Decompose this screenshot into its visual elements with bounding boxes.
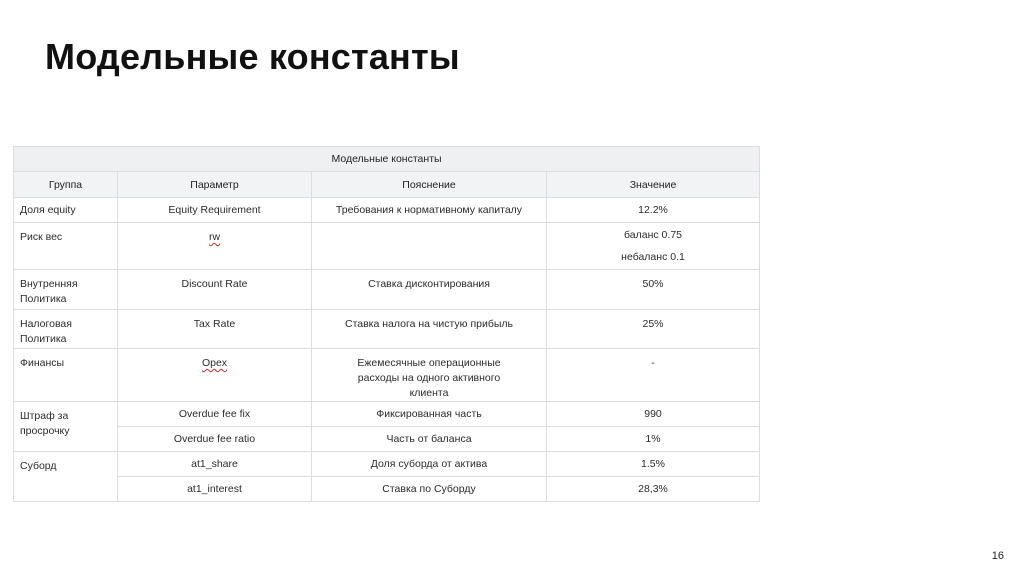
table-row: [14, 427, 760, 452]
explanation-cell: Фиксированная часть: [312, 402, 547, 427]
explanation-cell: Доля суборда от актива: [312, 452, 547, 477]
parameter-cell: at1_interest: [118, 477, 312, 502]
value-cell: [547, 310, 760, 349]
parameter-label: rw: [208, 231, 221, 243]
table-row: [14, 223, 760, 270]
table-row: [14, 402, 760, 427]
value-cell: [547, 349, 760, 402]
table-row: [14, 477, 760, 502]
group-label: Риск вес: [20, 231, 63, 243]
table-row: [14, 198, 760, 223]
group-label: Финансы: [20, 357, 65, 369]
parameter-label: Tax Rate: [193, 318, 236, 330]
header-parameter: Параметр: [118, 172, 312, 198]
value-cell: 990: [547, 402, 760, 427]
group-cell: [14, 223, 118, 270]
group-cell: Доля equity: [14, 198, 118, 223]
constants-table: [13, 146, 760, 502]
parameter-cell: Overdue fee ratio: [118, 427, 312, 452]
explanation-label: Ставка налога на чистую прибыль: [344, 318, 513, 330]
explanation-cell: [312, 270, 547, 310]
table-row: [14, 310, 760, 349]
parameter-cell: [118, 310, 312, 349]
parameter-cell: Equity Requirement: [118, 198, 312, 223]
value-cell: [547, 270, 760, 310]
group-cell: [14, 349, 118, 402]
value-offbalance: небаланс 0.1: [621, 251, 685, 263]
value-cell: [547, 223, 760, 270]
parameter-cell: [118, 349, 312, 402]
table-title-row: [14, 147, 760, 172]
group-label: Суборд: [20, 460, 57, 472]
group-label: Налоговая Политика: [20, 318, 72, 345]
parameter-cell: [118, 270, 312, 310]
explanation-cell: Ставка по Суборду: [312, 477, 547, 502]
explanation-label: Ставка дисконтирования: [368, 278, 490, 290]
table-row: [14, 452, 760, 477]
slide-title: Модельные константы: [45, 36, 460, 77]
explanation-label: Ежемесячные операционные расходы на одного активного клиента: [357, 357, 501, 399]
table-header-row: [14, 172, 760, 198]
parameter-label: Discount Rate: [181, 278, 248, 290]
table-row: [14, 349, 760, 402]
parameter-cell: [118, 223, 312, 270]
value-cell: 12.2%: [547, 198, 760, 223]
value-label: 50%: [642, 278, 664, 290]
explanation-cell: [312, 310, 547, 349]
group-cell: [14, 452, 118, 502]
page-number: 16: [991, 550, 1004, 562]
value-balance: баланс 0.75: [624, 229, 682, 241]
parameter-cell: at1_share: [118, 452, 312, 477]
value-cell: 1%: [547, 427, 760, 452]
header-group: Группа: [14, 172, 118, 198]
group-cell: [14, 402, 118, 452]
explanation-cell: Часть от баланса: [312, 427, 547, 452]
explanation-cell: [312, 349, 547, 402]
group-label: Штраф за просрочку: [20, 410, 70, 437]
explanation-cell: Требования к нормативному капиталу: [312, 198, 547, 223]
value-cell: 28,3%: [547, 477, 760, 502]
parameter-label: Opex: [201, 357, 228, 369]
value-cell: 1.5%: [547, 452, 760, 477]
group-cell: [14, 310, 118, 349]
table-title: Модельные константы: [14, 147, 760, 172]
header-explanation: Пояснение: [312, 172, 547, 198]
header-value: Значение: [547, 172, 760, 198]
table-row: [14, 270, 760, 310]
group-cell: [14, 270, 118, 310]
value-label: -: [651, 357, 655, 369]
explanation-cell: [312, 223, 547, 270]
parameter-cell: Overdue fee fix: [118, 402, 312, 427]
group-label: Внутренняя Политика: [20, 278, 78, 305]
value-label: 25%: [642, 318, 664, 330]
